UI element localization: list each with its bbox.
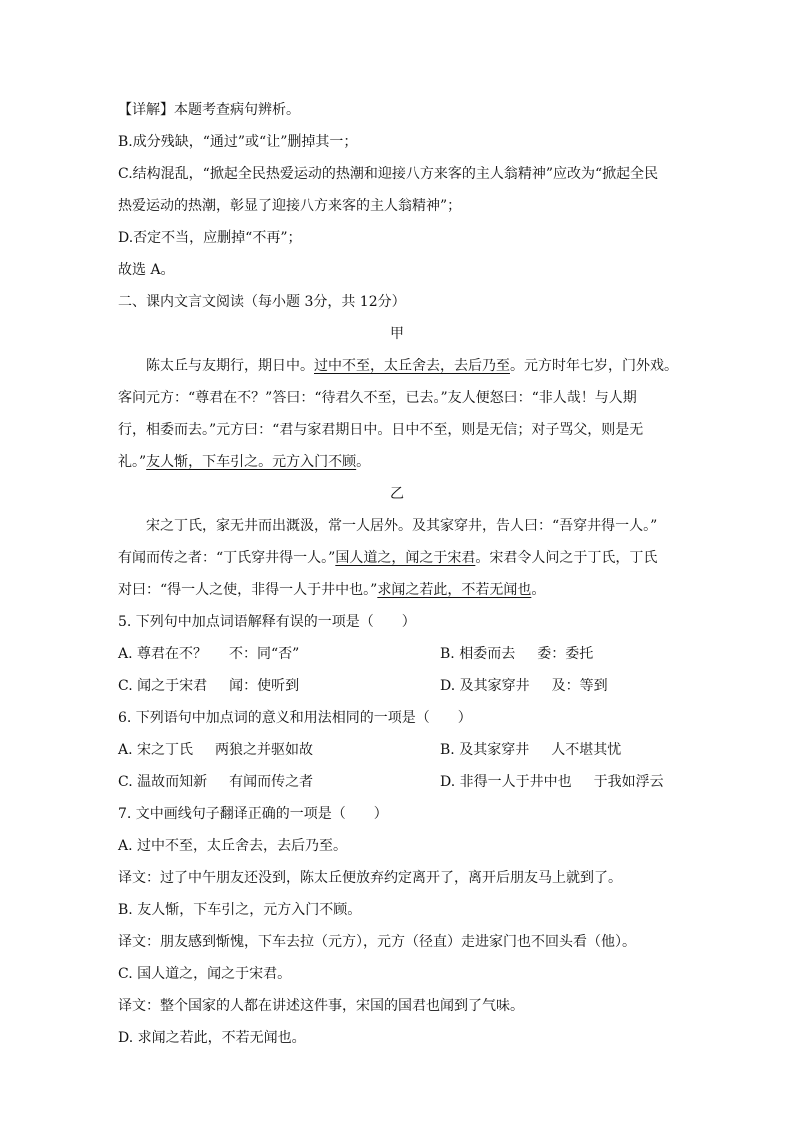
option-text: B. 相委而去	[440, 646, 516, 662]
passage-text: 。	[531, 582, 546, 598]
option-text: A. 尊君在不？	[118, 646, 208, 662]
q5-option-c	[118, 676, 299, 696]
passage-a-line4	[118, 452, 370, 472]
q7-option-c: C. 国人道之，闻之于宋君。	[118, 966, 292, 982]
underlined-sentence: 求闻之若此，不若无闻也	[377, 582, 532, 598]
q5-option-b	[440, 644, 593, 664]
q5-option-a	[118, 644, 299, 664]
explanation-intro: 【详解】本题考查病句辨析。	[118, 102, 300, 118]
q6-option-c	[118, 772, 313, 792]
explanation-c-line2: 热爱运动的热潮，彰显了迎接八方来客的主人翁精神”；	[118, 198, 462, 214]
passage-text: 对曰：“得一人之使，非得一人于井中也。”	[118, 582, 378, 598]
passage-a-line3: 行，相委而去。”元方曰：“君与家君期日中。日中不至，则是无信；对子骂父，则是无	[118, 422, 644, 438]
option-gloss: 及：等到	[551, 678, 608, 694]
option-gloss: 不：同“否”	[229, 646, 300, 662]
explanation-b: B.成分残缺，“通过”或“让”删掉其一；	[118, 134, 358, 150]
q7-option-a: A. 过中不至，太丘舍去，去后乃至。	[118, 838, 348, 854]
q5-option-d	[440, 676, 608, 696]
underlined-sentence: 国人道之，闻之于宋君	[335, 550, 476, 566]
q5-stem: 5. 下列句中加点词语解释有误的一项是（ ）	[118, 614, 416, 630]
underlined-sentence: 友人惭，下车引之。元方入门不顾	[146, 454, 357, 470]
passage-a-line1	[146, 356, 678, 376]
q7-option-b: B. 友人惭，下车引之，元方入门不顾。	[118, 902, 362, 918]
passage-b-label: 乙	[390, 486, 404, 502]
option-gloss: 委：委托	[537, 646, 594, 662]
option-gloss: 闻：使听到	[229, 678, 300, 694]
underlined-sentence: 过中不至，太丘舍去，去后乃至	[314, 358, 510, 374]
section-title: 二、课内文言文阅读（每小题 3分，共 12分）	[118, 294, 406, 310]
passage-a-line2: 客问元方：“尊君在不？”答曰：“待君久不至，已去。”友人便怒曰：“非人哉！与人期	[118, 390, 637, 406]
passage-text: 礼。”	[118, 454, 147, 470]
q7-option-a-translation: 译文：过了中午朋友还没到，陈太丘便放弃约定离开了，离开后朋友马上就到了。	[118, 870, 622, 886]
option-pair: 人不堪其忧	[551, 742, 622, 758]
passage-b-line3	[118, 580, 545, 600]
option-text: C. 闻之于宋君	[118, 678, 208, 694]
q6-option-a	[118, 740, 313, 760]
option-text: C. 温故而知新	[118, 774, 208, 790]
option-text: B. 及其家穿井	[440, 742, 530, 758]
option-pair: 有闻而传之者	[229, 774, 314, 790]
q6-stem: 6. 下列语句中加点词的意义和用法相同的一项是（ ）	[118, 710, 472, 726]
q7-option-c-translation: 译文：整个国家的人都在讲述这件事，宋国的国君也闻到了气味。	[118, 998, 524, 1014]
option-text: D. 非得一人于井中也	[440, 774, 572, 790]
passage-b-line1: 宋之丁氏，家无井而出溉汲，常一人居外。及其家穿井，告人曰：“吾穿井得一人。”	[146, 518, 658, 534]
passage-text: 。宋君令人问之于丁氏，丁氏	[475, 550, 658, 566]
passage-text: 。	[356, 454, 371, 470]
option-pair: 两狼之并驱如故	[215, 742, 314, 758]
explanation-d: D.否定不当，应删掉“不再”；	[118, 230, 302, 246]
q6-option-b	[440, 740, 621, 760]
passage-text: 有闻而传之者：“丁氏穿井得一人。”	[118, 550, 336, 566]
explanation-c-line1: C.结构混乱，“掀起全民热爱运动的热潮和迎接八方来客的主人翁精神”应改为“掀起全民	[118, 166, 659, 182]
q7-stem: 7. 文中画线句子翻译正确的一项是（ ）	[118, 806, 388, 822]
q6-option-d	[440, 772, 664, 792]
explanation-answer: 故选 A。	[118, 262, 175, 278]
passage-text: 陈太丘与友期行，期日中。	[146, 358, 314, 374]
q7-option-d: D. 求闻之若此，不若无闻也。	[118, 1030, 306, 1046]
option-text: D. 及其家穿井	[440, 678, 530, 694]
passage-text: 。元方时年七岁，门外戏。	[510, 358, 678, 374]
q7-option-b-translation: 译文：朋友感到惭愧，下车去拉（元方），元方（径直）走进家门也不回头看（他）。	[118, 934, 636, 950]
passage-a-label: 甲	[390, 326, 404, 342]
option-pair: 于我如浮云	[593, 774, 664, 790]
option-text: A. 宋之丁氏	[118, 742, 194, 758]
passage-b-line2	[118, 548, 657, 568]
